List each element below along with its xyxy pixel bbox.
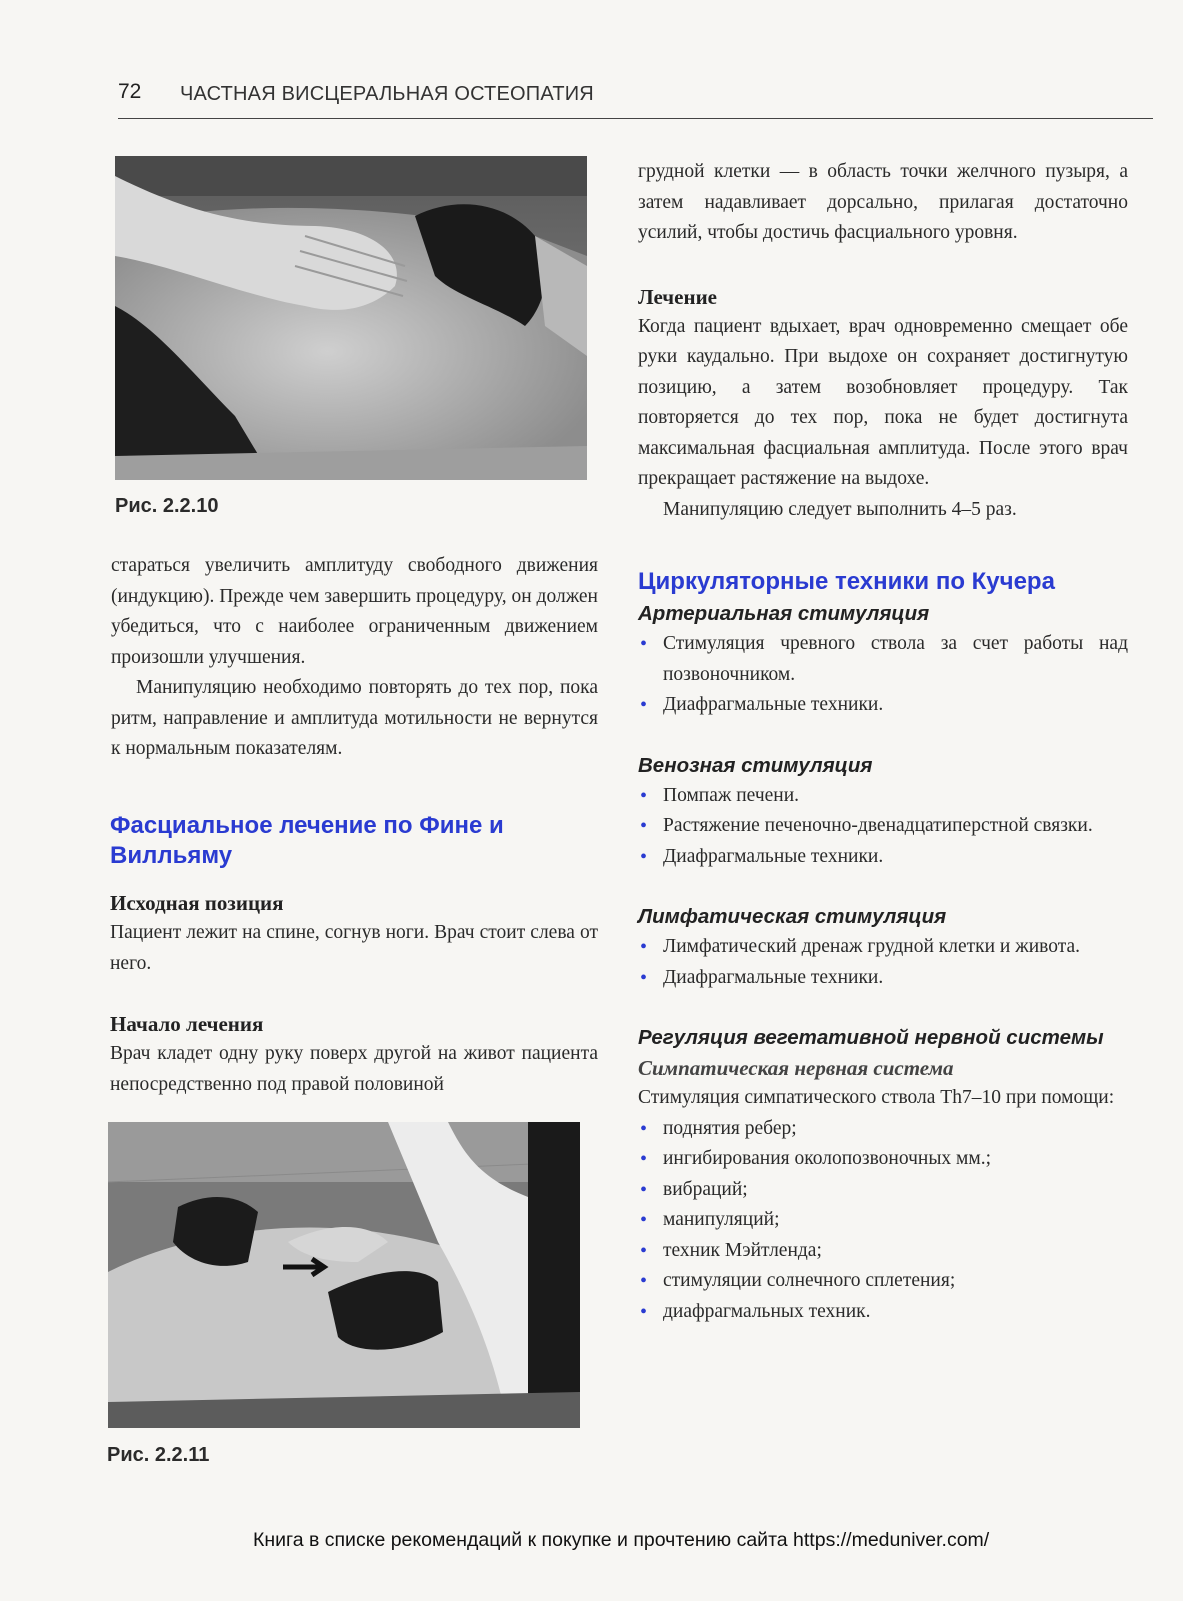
footer-note: Книга в списке рекомендаций к покупке и прочтению сайта https://meduniver.com/ bbox=[253, 1529, 990, 1551]
bullet-list bbox=[638, 1114, 1128, 1328]
subheading: Начало лечения bbox=[110, 1012, 264, 1036]
page-header bbox=[118, 78, 1153, 119]
subheading: Исходная позиция bbox=[110, 891, 284, 915]
figure-2-2-11-photo bbox=[108, 1122, 580, 1428]
subsection-heading: Венозная стимуляция bbox=[638, 753, 873, 777]
list-item: • Лимфатический дренаж грудной клетки и живота. bbox=[640, 936, 1081, 958]
list-item: • поднятия ребер; bbox=[640, 1117, 797, 1140]
paragraph: Когда пациент вдыхает, врач одновременно смещает обе руки каудально. При выдохе он сохраняет достигнутую позицию, а затем возобновляет процедуру. Так повторяется до тех пор, пока не будет достигнута максимальная фасциальная амплитуда. После этого врач прекращает растяжение на выдохе. bbox=[638, 315, 1128, 489]
list-item: • Диафрагмальные техники. bbox=[640, 845, 884, 868]
bullet-list bbox=[638, 629, 1128, 721]
list-item: • вибраций; bbox=[640, 1178, 748, 1201]
figure-2-2-10-photo bbox=[115, 156, 587, 480]
subsection-heading: Лимфатическая стимуляция bbox=[638, 905, 947, 928]
left-column-upper bbox=[111, 551, 598, 765]
subheading: Лечение bbox=[638, 284, 717, 309]
paragraph: Пациент лежит на спине, согнув ноги. Врач стоит слева от него. bbox=[110, 922, 598, 974]
figure-2-2-10-caption: Рис. 2.2.10 bbox=[115, 495, 219, 517]
subsection-subheading: Симпатическая нервная система bbox=[638, 1056, 954, 1080]
right-column bbox=[638, 157, 1128, 1327]
list-item: • диафрагмальных техник. bbox=[640, 1300, 871, 1323]
left-column-lower bbox=[110, 811, 598, 1100]
list-item: • Помпаж печени. bbox=[640, 784, 800, 807]
running-title: ЧАСТНАЯ ВИСЦЕРАЛЬНАЯ ОСТЕОПАТИЯ bbox=[180, 83, 594, 105]
bullet-list bbox=[638, 932, 1128, 993]
bullet-list bbox=[638, 781, 1128, 873]
subsection-heading: Артериальная стимуляция bbox=[638, 602, 930, 625]
paragraph: Врач кладет одну руку поверх другой на живот пациента непосредственно под правой половиной bbox=[110, 1043, 598, 1095]
paragraph: Манипуляцию необходимо повторять до тех пор, пока ритм, направление и амплитуда мотильности не вернутся к нормальным показателям. bbox=[111, 677, 598, 759]
list-item: • ингибирования околопозвоночных мм.; bbox=[640, 1148, 992, 1170]
list-item: • техник Мэйтленда; bbox=[640, 1239, 822, 1262]
list-item: • Диафрагмальные техники. bbox=[640, 966, 884, 989]
page-number: 72 bbox=[118, 80, 142, 103]
figure-2-2-11-caption: Рис. 2.2.11 bbox=[107, 1444, 210, 1466]
section-title: Циркуляторные техники по Кучера bbox=[638, 568, 1055, 595]
list-item: • манипуляций; bbox=[640, 1209, 780, 1231]
paragraph: Манипуляцию следует выполнить 4–5 раз. bbox=[663, 498, 1017, 520]
list-item: • стимуляции солнечного сплетения; bbox=[640, 1270, 956, 1292]
subsection-heading: Регуляция вегетативной нервной системы bbox=[638, 1026, 1104, 1049]
list-item: • Стимуляция чревного ствола за счет работы над позвоночником. bbox=[640, 633, 1128, 685]
paragraph: Стимуляция симпатического ствола Th7–10 при помощи: bbox=[638, 1087, 1115, 1108]
section-title: Фасциальное лечение по Фине и Вилльяму bbox=[110, 812, 504, 869]
list-item: • Диафрагмальные техники. bbox=[640, 694, 884, 716]
list-item: • Растяжение печеночно-двенадцатиперстной связки. bbox=[640, 815, 1093, 837]
paragraph: грудной клетки — в область точки желчного пузыря, а затем надавливает дорсально, прилагая достаточно усилий, чтобы достичь фасциального уровня. bbox=[638, 161, 1128, 243]
paragraph: стараться увеличить амплитуду свободного движения (индукцию). Прежде чем завершить процедуру, он должен убедиться, что с наиболее ограниченным движением произошли улучшения. bbox=[111, 555, 598, 668]
